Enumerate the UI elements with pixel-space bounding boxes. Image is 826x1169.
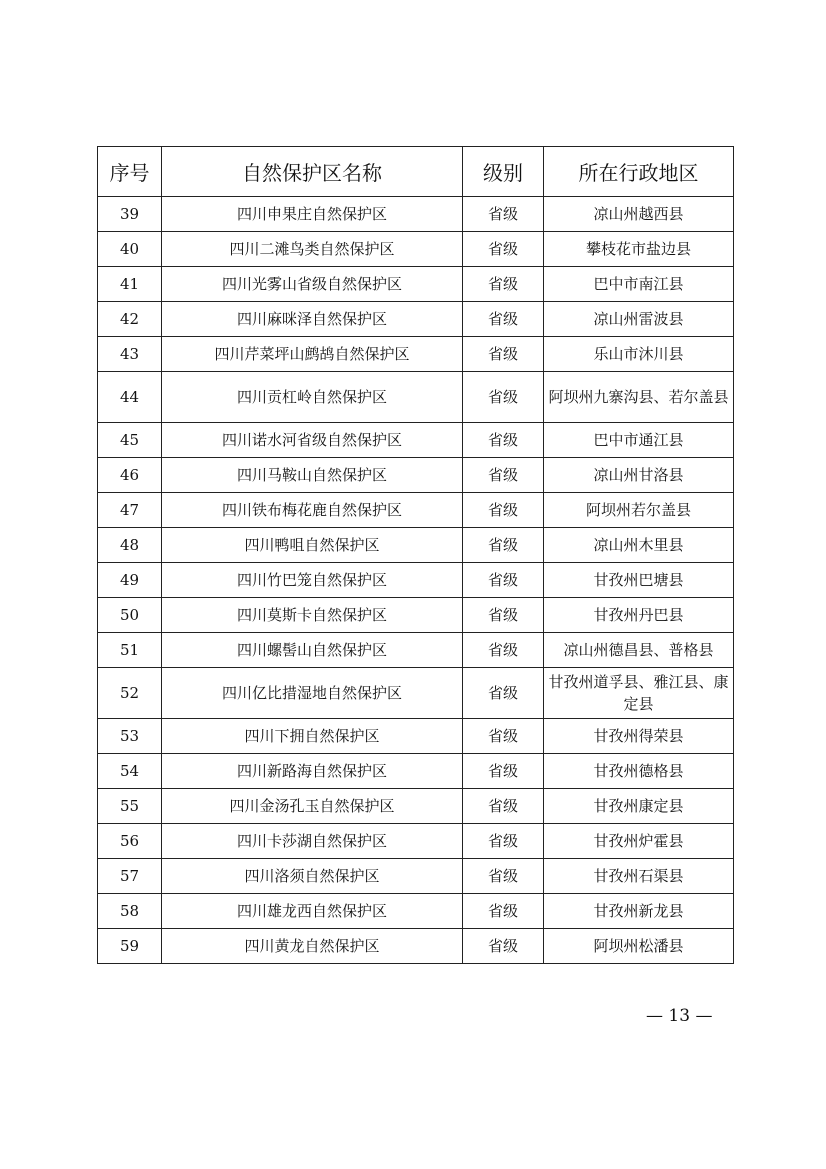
reserve-region: 凉山州德昌县、普格县 [544,633,734,668]
reserve-name: 四川竹巴笼自然保护区 [162,563,463,598]
reserve-level: 省级 [463,563,544,598]
row-number: 47 [98,493,162,528]
reserve-level: 省级 [463,528,544,563]
table-row [98,789,734,824]
row-number: 45 [98,423,162,458]
reserve-region: 乐山市沐川县 [544,337,734,372]
row-number: 44 [98,372,162,423]
reserve-name: 四川黄龙自然保护区 [162,929,463,964]
table-row [98,302,734,337]
row-number: 42 [98,302,162,337]
table-row [98,633,734,668]
table-row [98,528,734,563]
header-region: 所在行政地区 [544,147,734,197]
reserve-region: 攀枝花市盐边县 [544,232,734,267]
reserve-region: 甘孜州康定县 [544,789,734,824]
reserve-region: 甘孜州石渠县 [544,859,734,894]
table-row [98,563,734,598]
reserve-region: 阿坝州若尔盖县 [544,493,734,528]
reserve-name: 四川卡莎湖自然保护区 [162,824,463,859]
row-number: 55 [98,789,162,824]
reserve-region: 甘孜州巴塘县 [544,563,734,598]
reserve-region: 甘孜州丹巴县 [544,598,734,633]
reserve-name: 四川亿比措湿地自然保护区 [162,668,463,719]
reserve-level: 省级 [463,894,544,929]
reserve-level: 省级 [463,824,544,859]
reserve-name: 四川麻咪泽自然保护区 [162,302,463,337]
reserve-level: 省级 [463,337,544,372]
reserve-name: 四川铁布梅花鹿自然保护区 [162,493,463,528]
row-number: 58 [98,894,162,929]
page-number: — 13 — [646,1006,713,1026]
reserve-region: 凉山州越西县 [544,197,734,232]
reserve-name: 四川申果庄自然保护区 [162,197,463,232]
reserve-name: 四川鸭咀自然保护区 [162,528,463,563]
reserve-name: 四川诺水河省级自然保护区 [162,423,463,458]
reserve-name: 四川马鞍山自然保护区 [162,458,463,493]
reserve-name: 四川莫斯卡自然保护区 [162,598,463,633]
reserve-region: 巴中市南江县 [544,267,734,302]
reserve-level: 省级 [463,302,544,337]
reserve-level: 省级 [463,598,544,633]
reserve-name: 四川新路海自然保护区 [162,754,463,789]
reserve-region: 巴中市通江县 [544,423,734,458]
row-number: 53 [98,719,162,754]
row-number: 54 [98,754,162,789]
reserve-level: 省级 [463,789,544,824]
reserve-name: 四川下拥自然保护区 [162,719,463,754]
table-row [98,668,734,719]
reserve-level: 省级 [463,197,544,232]
row-number: 41 [98,267,162,302]
reserves-table [97,146,734,964]
table-row [98,493,734,528]
reserve-name: 四川芹菜坪山鹧鸪自然保护区 [162,337,463,372]
table-row [98,337,734,372]
table-row [98,197,734,232]
reserve-name: 四川雄龙西自然保护区 [162,894,463,929]
row-number: 43 [98,337,162,372]
table-row [98,267,734,302]
reserve-region: 甘孜州道孚县、雅江县、康定县 [544,668,734,719]
row-number: 48 [98,528,162,563]
table-row [98,423,734,458]
row-number: 51 [98,633,162,668]
reserve-region: 阿坝州九寨沟县、若尔盖县 [544,372,734,423]
table-row [98,824,734,859]
row-number: 52 [98,668,162,719]
reserve-level: 省级 [463,859,544,894]
reserve-region: 阿坝州松潘县 [544,929,734,964]
row-number: 57 [98,859,162,894]
row-number: 56 [98,824,162,859]
reserve-name: 四川金汤孔玉自然保护区 [162,789,463,824]
reserve-name: 四川螺髻山自然保护区 [162,633,463,668]
reserve-region: 甘孜州德格县 [544,754,734,789]
reserve-level: 省级 [463,493,544,528]
table-row [98,929,734,964]
reserve-level: 省级 [463,267,544,302]
reserve-level: 省级 [463,719,544,754]
table-row [98,598,734,633]
reserve-level: 省级 [463,458,544,493]
reserve-name: 四川光雾山省级自然保护区 [162,267,463,302]
table-row [98,372,734,423]
table-row [98,719,734,754]
row-number: 49 [98,563,162,598]
table-header-row [98,147,734,197]
reserve-level: 省级 [463,423,544,458]
reserve-level: 省级 [463,633,544,668]
header-number: 序号 [98,147,162,197]
reserve-region: 甘孜州炉霍县 [544,824,734,859]
reserve-name: 四川贡杠岭自然保护区 [162,372,463,423]
reserve-name: 四川二滩鸟类自然保护区 [162,232,463,267]
reserve-region: 甘孜州新龙县 [544,894,734,929]
table-row [98,232,734,267]
reserve-region: 凉山州木里县 [544,528,734,563]
row-number: 39 [98,197,162,232]
reserve-level: 省级 [463,929,544,964]
reserve-level: 省级 [463,668,544,719]
reserve-name: 四川洛须自然保护区 [162,859,463,894]
reserve-region: 凉山州雷波县 [544,302,734,337]
row-number: 50 [98,598,162,633]
reserve-region: 凉山州甘洛县 [544,458,734,493]
table-row [98,458,734,493]
header-level: 级别 [463,147,544,197]
reserve-level: 省级 [463,232,544,267]
row-number: 59 [98,929,162,964]
table-row [98,859,734,894]
reserve-level: 省级 [463,372,544,423]
table-row [98,894,734,929]
row-number: 46 [98,458,162,493]
reserve-region: 甘孜州得荣县 [544,719,734,754]
reserve-level: 省级 [463,754,544,789]
row-number: 40 [98,232,162,267]
header-reserve-name: 自然保护区名称 [162,147,463,197]
table-row [98,754,734,789]
